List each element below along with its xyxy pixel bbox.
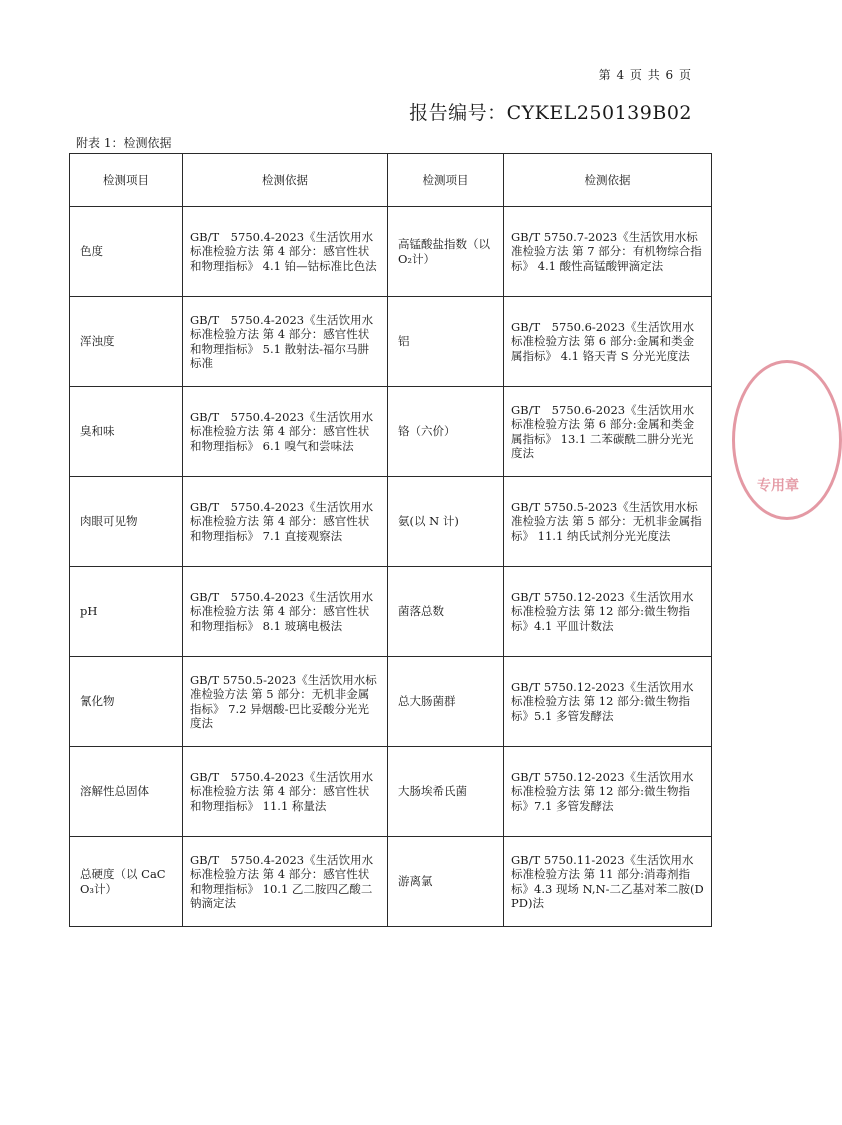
table-row (70, 297, 712, 387)
test-item-cell: 氨(以 N 计) (388, 477, 504, 567)
test-basis-cell: GB/T 5750.5-2023《生活饮用水标准检验方法 第 5 部分：无机非金属指标》 11.1 纳氏试剂分光光度法 (504, 477, 712, 567)
test-item-cell: 肉眼可见物 (70, 477, 183, 567)
test-basis-cell: GB/T 5750.6-2023《生活饮用水标准检验方法 第 6 部分:金属和类金属指标》 4.1 铬天青 S 分光光度法 (504, 297, 712, 387)
table-row (70, 387, 712, 477)
test-item-cell: 浑浊度 (70, 297, 183, 387)
appendix-title: 附表 1：检测依据 (76, 136, 172, 150)
table-row (70, 837, 712, 927)
test-basis-cell: GB/T 5750.12-2023《生活饮用水标准检验方法 第 12 部分:微生物指标》4.1 平皿计数法 (504, 567, 712, 657)
test-basis-cell: GB/T 5750.4-2023《生活饮用水标准检验方法 第 4 部分：感官性状和物理指标》 7.1 直接观察法 (183, 477, 388, 567)
test-basis-cell: GB/T 5750.4-2023《生活饮用水标准检验方法 第 4 部分：感官性状和物理指标》 11.1 称量法 (183, 747, 388, 837)
header-test-item: 检测项目 (70, 154, 183, 207)
test-item-cell: 溶解性总固体 (70, 747, 183, 837)
report-number: 报告编号：CYKEL250139B02 (409, 102, 692, 124)
test-item-cell: 总硬度（以 CaCO₃计） (70, 837, 183, 927)
page-number: 第 4 页 共 6 页 (598, 68, 692, 82)
test-item-cell: 铝 (388, 297, 504, 387)
table-row (70, 477, 712, 567)
test-basis-cell: GB/T 5750.4-2023《生活饮用水标准检验方法 第 4 部分：感官性状和物理指标》 6.1 嗅气和尝味法 (183, 387, 388, 477)
table-header-row (70, 154, 712, 207)
table-row (70, 207, 712, 297)
test-item-cell: 铬（六价） (388, 387, 504, 477)
table-row (70, 747, 712, 837)
table-row (70, 567, 712, 657)
test-basis-cell: GB/T 5750.4-2023《生活饮用水标准检验方法 第 4 部分：感官性状和物理指标》 5.1 散射法-福尔马肼标准 (183, 297, 388, 387)
header-test-item: 检测项目 (388, 154, 504, 207)
test-basis-cell: GB/T 5750.4-2023《生活饮用水标准检验方法 第 4 部分：感官性状和物理指标》 4.1 铂—钴标准比色法 (183, 207, 388, 297)
test-item-cell: 大肠埃希氏菌 (388, 747, 504, 837)
official-seal-stamp (732, 360, 842, 520)
test-basis-cell: GB/T 5750.12-2023《生活饮用水标准检验方法 第 12 部分:微生物指标》7.1 多管发酵法 (504, 747, 712, 837)
test-item-cell: 臭和味 (70, 387, 183, 477)
test-item-cell: pH (70, 567, 183, 657)
test-basis-cell: GB/T 5750.7-2023《生活饮用水标准检验方法 第 7 部分：有机物综合指标》 4.1 酸性高锰酸钾滴定法 (504, 207, 712, 297)
test-item-cell: 高锰酸盐指数（以O₂计） (388, 207, 504, 297)
testing-basis-table (69, 153, 712, 927)
test-item-cell: 色度 (70, 207, 183, 297)
test-basis-cell: GB/T 5750.5-2023《生活饮用水标准检验方法 第 5 部分：无机非金属指标》 7.2 异烟酸-巴比妥酸分光光度法 (183, 657, 388, 747)
test-basis-cell: GB/T 5750.12-2023《生活饮用水标准检验方法 第 12 部分:微生物指标》5.1 多管发酵法 (504, 657, 712, 747)
header-test-basis: 检测依据 (183, 154, 388, 207)
test-basis-cell: GB/T 5750.4-2023《生活饮用水标准检验方法 第 4 部分：感官性状和物理指标》 8.1 玻璃电极法 (183, 567, 388, 657)
test-item-cell: 氰化物 (70, 657, 183, 747)
test-basis-cell: GB/T 5750.11-2023《生活饮用水标准检验方法 第 11 部分:消毒剂指标》4.3 现场 N,N-二乙基对苯二胺(DPD)法 (504, 837, 712, 927)
header-test-basis: 检测依据 (504, 154, 712, 207)
test-item-cell: 总大肠菌群 (388, 657, 504, 747)
test-basis-cell: GB/T 5750.4-2023《生活饮用水标准检验方法 第 4 部分：感官性状和物理指标》 10.1 乙二胺四乙酸二钠滴定法 (183, 837, 388, 927)
test-item-cell: 游离氯 (388, 837, 504, 927)
test-item-cell: 菌落总数 (388, 567, 504, 657)
test-basis-cell: GB/T 5750.6-2023《生活饮用水标准检验方法 第 6 部分:金属和类金属指标》 13.1 二苯碳酰二肼分光光度法 (504, 387, 712, 477)
table-row (70, 657, 712, 747)
stamp-text: 专用章 (757, 478, 799, 494)
